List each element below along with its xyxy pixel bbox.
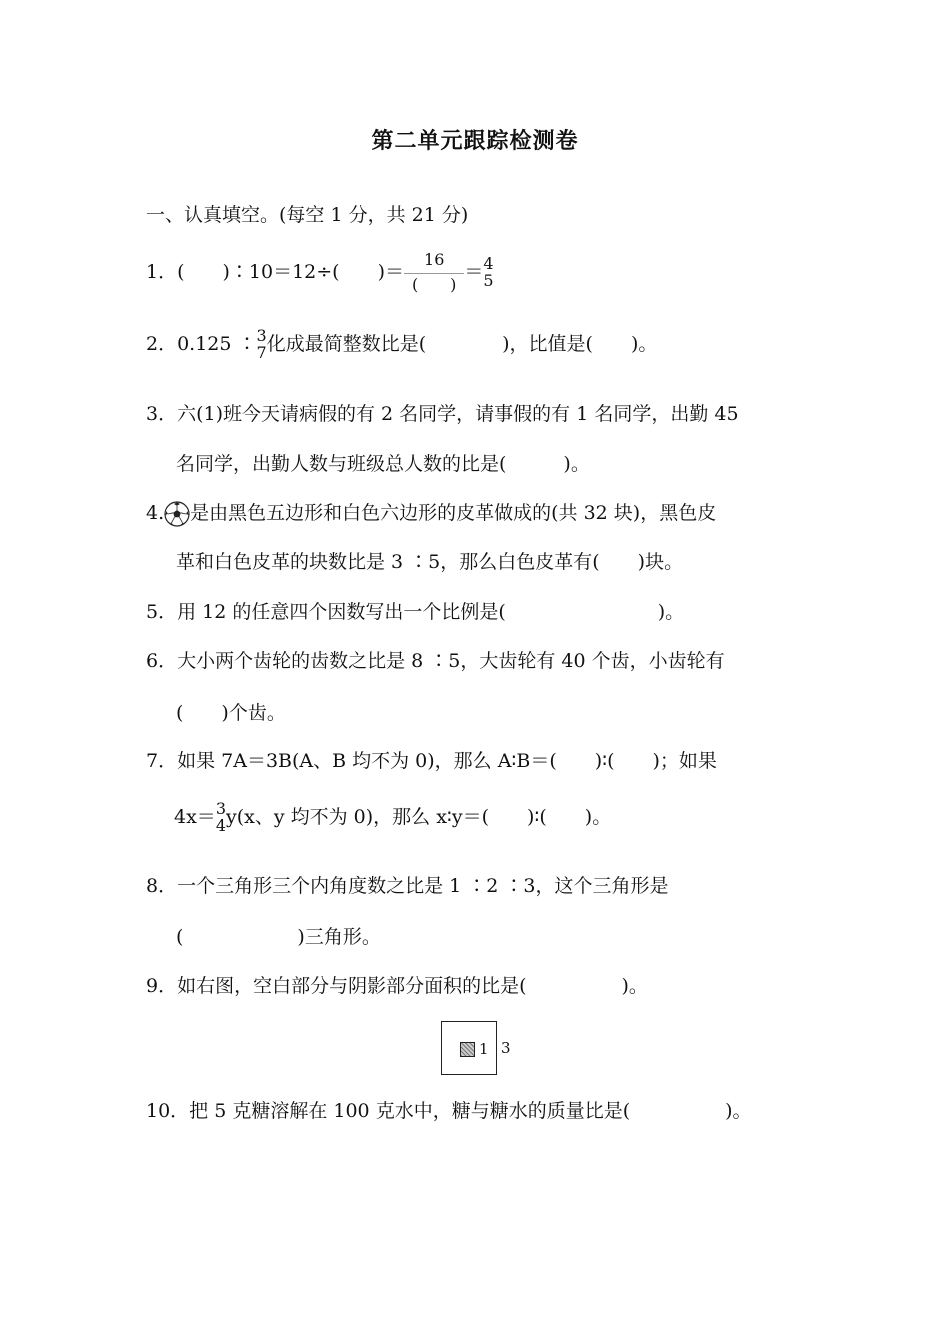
question-7-line-2 bbox=[174, 801, 611, 835]
square-figure bbox=[441, 1021, 497, 1075]
question-5: 5．用 12 的任意四个因数写出一个比例是( )。 bbox=[146, 601, 685, 623]
q1-fraction-2 bbox=[483, 256, 493, 290]
question-4-line-2: 革和白色皮革的块数比是 3 ∶5，那么白色皮革有( )块。 bbox=[176, 551, 684, 573]
section-heading: 一、认真填空。(每空 1 分，共 21 分) bbox=[146, 204, 469, 226]
q2-text-b: 化成最简整数比是( )，比值是( )。 bbox=[266, 332, 658, 355]
q2-frac-den: 7 bbox=[256, 342, 267, 362]
question-3-line-2: 名同学，出勤人数与班级总人数的比是( )。 bbox=[176, 453, 590, 475]
question-8-line-2: ( )三角形。 bbox=[176, 926, 381, 948]
q1-frac2-num: 4 bbox=[483, 254, 494, 273]
q1-text: 1．( )∶10＝12÷( )＝ bbox=[146, 260, 405, 283]
outer-side-label: 3 bbox=[501, 1039, 511, 1057]
question-1 bbox=[146, 252, 494, 294]
question-8-line-1: 8．一个三角形三个内角度数之比是 1 ∶2 ∶3，这个三角形是 bbox=[146, 875, 669, 897]
question-9: 9．如右图，空白部分与阴影部分面积的比是( )。 bbox=[146, 975, 648, 997]
q7-fraction bbox=[216, 801, 226, 835]
q2-text-a: 2．0.125 ∶ bbox=[146, 332, 257, 355]
q2-fraction bbox=[257, 328, 267, 362]
question-6-line-2: ( )个齿。 bbox=[176, 702, 286, 724]
q7-frac-den: 4 bbox=[215, 815, 226, 835]
q7-text-b2: y(x、y 均不为 0)，那么 x∶y＝( )∶( )。 bbox=[226, 805, 612, 828]
question-3-line-1: 3．六(1)班今天请病假的有 2 名同学，请事假的有 1 名同学，出勤 45 bbox=[146, 403, 739, 425]
q7-text-b1: 4x＝ bbox=[174, 805, 216, 828]
shaded-square bbox=[460, 1042, 475, 1057]
inner-side-label: 1 bbox=[479, 1040, 489, 1058]
question-4-line-1 bbox=[146, 501, 716, 527]
question-6-line-1: 6．大小两个齿轮的齿数之比是 8 ∶5，大齿轮有 40 个齿，小齿轮有 bbox=[146, 650, 725, 672]
q4-text-a: 是由黑色五边形和白色六边形的皮革做成的(共 32 块)，黑色皮 bbox=[190, 502, 717, 524]
q2-frac-num: 3 bbox=[256, 326, 267, 345]
q4-number: 4. bbox=[146, 502, 165, 524]
q1-eq: ＝ bbox=[464, 260, 484, 283]
question-10: 10．把 5 克糖溶解在 100 克水中，糖与糖水的质量比是( )。 bbox=[146, 1100, 752, 1122]
question-2 bbox=[146, 328, 657, 362]
q1-fraction-1 bbox=[404, 252, 464, 294]
soccer-ball-icon bbox=[164, 501, 190, 527]
q7-frac-num: 3 bbox=[215, 799, 226, 818]
page-title: 第二单元跟踪检测卷 bbox=[371, 129, 579, 154]
q1-frac2-den: 5 bbox=[483, 270, 494, 290]
q1-frac-num: 16 bbox=[404, 252, 464, 274]
question-7-line-1: 7．如果 7A＝3B(A、B 均不为 0)，那么 A∶B＝( )∶( )；如果 bbox=[146, 750, 717, 772]
q1-frac-den: ( ) bbox=[411, 274, 457, 294]
